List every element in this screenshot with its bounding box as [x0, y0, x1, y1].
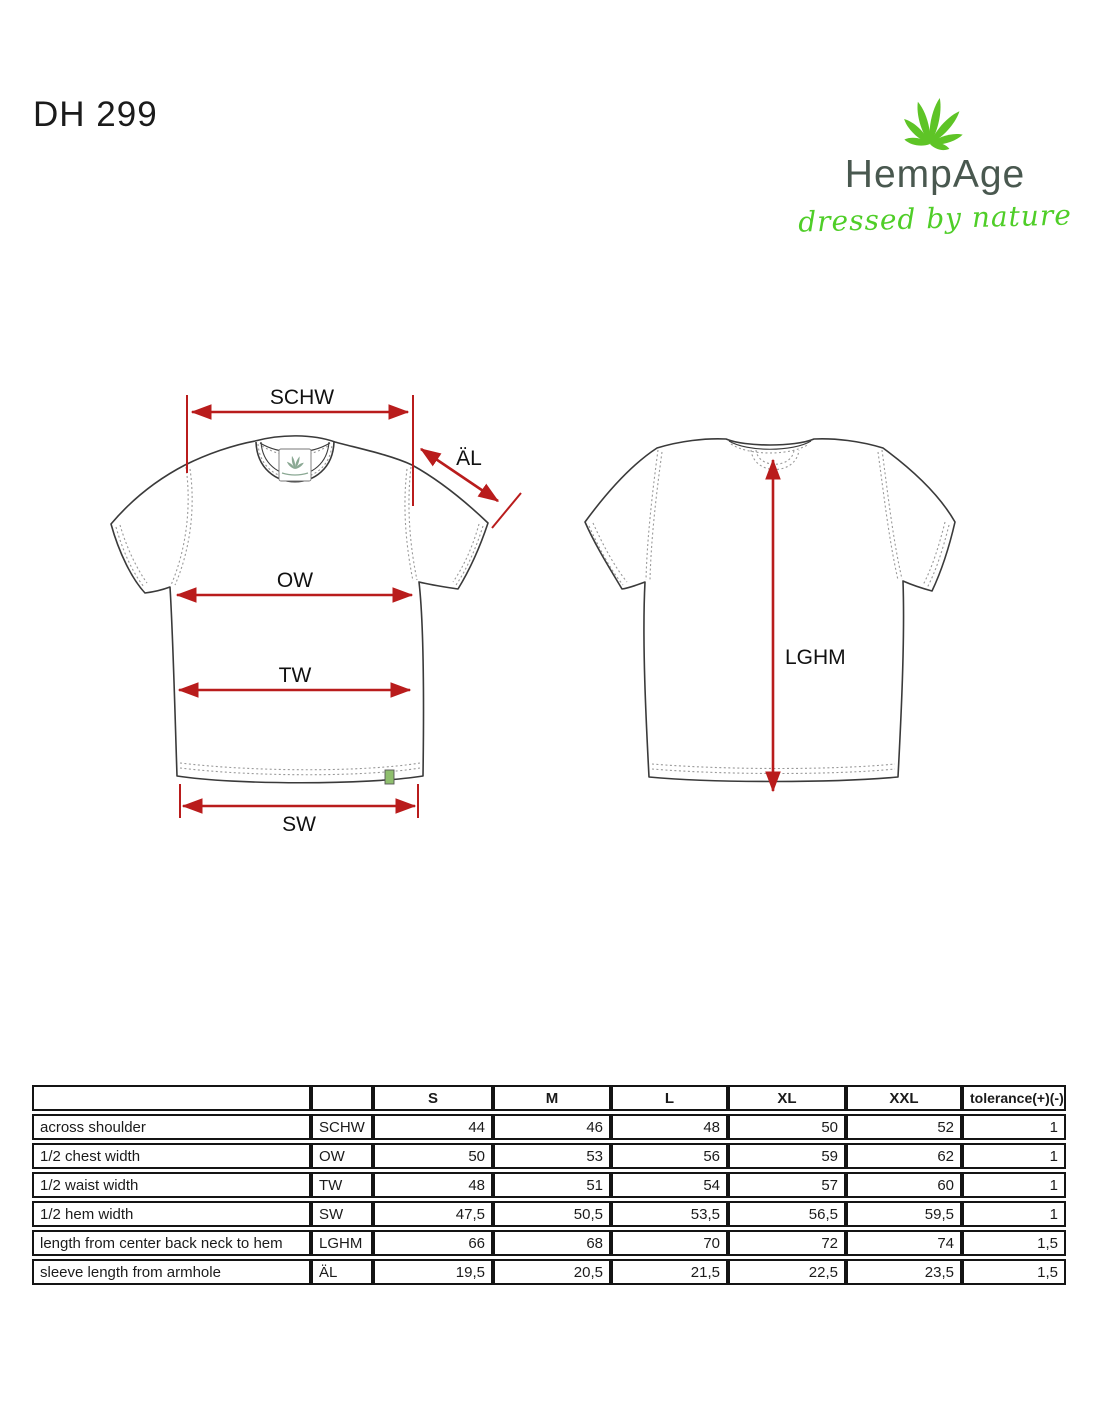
row-label: across shoulder — [32, 1114, 311, 1140]
value-cell: 56,5 — [728, 1201, 846, 1227]
table-row — [32, 1201, 1066, 1227]
value-cell: 44 — [373, 1114, 493, 1140]
header-size-xxl: XXL — [846, 1085, 962, 1111]
tolerance-cell: 1,5 — [962, 1230, 1066, 1256]
value-cell: 48 — [611, 1114, 728, 1140]
table-row — [32, 1230, 1066, 1256]
tolerance-cell: 1 — [962, 1172, 1066, 1198]
back-shirt-outline — [585, 439, 955, 782]
value-cell: 20,5 — [493, 1259, 611, 1285]
front-shirt-diagram — [95, 385, 525, 845]
row-code: TW — [311, 1172, 373, 1198]
row-label: sleeve length from armhole — [32, 1259, 311, 1285]
table-row — [32, 1172, 1066, 1198]
tolerance-cell: 1 — [962, 1201, 1066, 1227]
value-cell: 60 — [846, 1172, 962, 1198]
row-code: SCHW — [311, 1114, 373, 1140]
value-cell: 68 — [493, 1230, 611, 1256]
value-cell: 48 — [373, 1172, 493, 1198]
value-cell: 54 — [611, 1172, 728, 1198]
value-cell: 50,5 — [493, 1201, 611, 1227]
value-cell: 50 — [728, 1114, 846, 1140]
value-cell: 22,5 — [728, 1259, 846, 1285]
lghm-label: LGHM — [785, 646, 846, 669]
value-cell: 53,5 — [611, 1201, 728, 1227]
table-row — [32, 1114, 1066, 1140]
row-label: 1/2 chest width — [32, 1143, 311, 1169]
hemp-leaf-icon — [880, 80, 980, 155]
header-tolerance: tolerance(+)(-) — [962, 1085, 1066, 1111]
front-shirt-outline — [111, 436, 488, 783]
ow-label: OW — [276, 569, 314, 592]
row-label: 1/2 waist width — [32, 1172, 311, 1198]
value-cell: 56 — [611, 1143, 728, 1169]
page-title: DH 299 — [33, 95, 158, 134]
value-cell: 50 — [373, 1143, 493, 1169]
brand-tagline: dressed by nature — [797, 198, 1073, 239]
value-cell: 53 — [493, 1143, 611, 1169]
value-cell: 52 — [846, 1114, 962, 1140]
value-cell: 59 — [728, 1143, 846, 1169]
tolerance-cell: 1,5 — [962, 1259, 1066, 1285]
value-cell: 19,5 — [373, 1259, 493, 1285]
value-cell: 66 — [373, 1230, 493, 1256]
tolerance-cell: 1 — [962, 1114, 1066, 1140]
hem-tag — [385, 770, 394, 784]
table-header-row — [32, 1085, 1066, 1111]
header-size-s: S — [373, 1085, 493, 1111]
sw-label: SW — [282, 813, 316, 836]
row-code: ÄL — [311, 1259, 373, 1285]
value-cell: 46 — [493, 1114, 611, 1140]
tw-label: TW — [278, 664, 312, 687]
row-label: length from center back neck to hem — [32, 1230, 311, 1256]
value-cell: 74 — [846, 1230, 962, 1256]
size-table — [32, 1082, 1066, 1288]
value-cell: 62 — [846, 1143, 962, 1169]
schw-label: SCHW — [269, 386, 335, 409]
value-cell: 59,5 — [846, 1201, 962, 1227]
neck-label — [279, 449, 311, 481]
row-label: 1/2 hem width — [32, 1201, 311, 1227]
ael-label: ÄL — [456, 447, 482, 470]
value-cell: 57 — [728, 1172, 846, 1198]
header-size-xl: XL — [728, 1085, 846, 1111]
tolerance-cell: 1 — [962, 1143, 1066, 1169]
value-cell: 47,5 — [373, 1201, 493, 1227]
value-cell: 51 — [493, 1172, 611, 1198]
header-empty-code — [311, 1085, 373, 1111]
brand-name: HempAge — [844, 153, 1026, 196]
value-cell: 23,5 — [846, 1259, 962, 1285]
row-code: LGHM — [311, 1230, 373, 1256]
value-cell: 70 — [611, 1230, 728, 1256]
header-size-l: L — [611, 1085, 728, 1111]
header-size-m: M — [493, 1085, 611, 1111]
table-row — [32, 1259, 1066, 1285]
row-code: OW — [311, 1143, 373, 1169]
value-cell: 72 — [728, 1230, 846, 1256]
back-shirt-diagram — [565, 430, 995, 810]
table-row — [32, 1143, 1066, 1169]
value-cell: 21,5 — [611, 1259, 728, 1285]
row-code: SW — [311, 1201, 373, 1227]
header-empty-label — [32, 1085, 311, 1111]
